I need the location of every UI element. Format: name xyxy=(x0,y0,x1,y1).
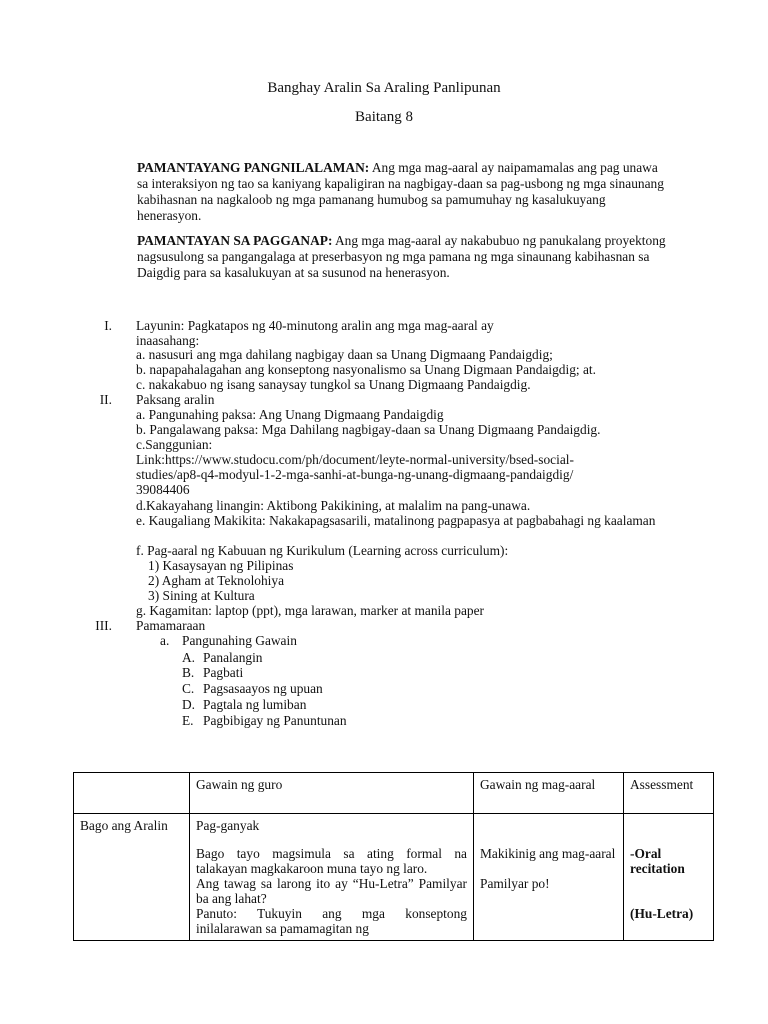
objective-b: b. napapahalagahan ang konseptong nasyonalismo sa Unang Digmaan Pandaigdig; at. xyxy=(136,362,597,377)
teacher-activity-text: Bago tayo magsimula sa ating formal na talakayan magkakaroon muna tayo ng laro. xyxy=(196,846,467,876)
reference-label: c.Sanggunian: xyxy=(136,437,213,452)
objective-a: a. nasusuri ang mga dahilang nagbigay daan sa Unang Digmaang Pandaigdig; xyxy=(136,347,553,362)
curriculum-item-1: 1) Kasaysayan ng Pilipinas xyxy=(148,558,294,573)
student-activity-cell xyxy=(474,814,624,941)
performance-standard xyxy=(137,233,667,281)
table-header-cell: Gawain ng mag-aaral xyxy=(474,773,624,814)
reference-link-2[interactable]: studies/ap8-q4-modyul-1-2-mga-sanhi-at-bunga-ng-unang-digmaang-pandaigdig/ xyxy=(136,467,574,482)
content-standard-text: Ang mga mag-aaral ay naipamamalas ang pag unawa sa interaksiyon ng tao sa kaniyang kapaligiran na nagbigay-daan sa pag-usbong ng mga sinaunang kabihasnan na nagkaloob ng mga pamanang humubog sa pamumuhay ng kasalukuyang henerasyon. xyxy=(137,160,664,223)
reference-link-3[interactable]: 39084406 xyxy=(136,482,190,497)
assessment-cell xyxy=(624,814,714,941)
procedure-sub-a-label: Pangunahing Gawain xyxy=(182,633,297,648)
table-header-cell: Assessment xyxy=(624,773,714,814)
table-row xyxy=(74,814,714,941)
activity-letter: B. xyxy=(182,665,195,680)
row-label: Bago ang Aralin xyxy=(74,814,190,941)
student-activity-text: Pamilyar po! xyxy=(480,876,550,891)
activity-item: Pagsasaayos ng upuan xyxy=(203,681,323,696)
lesson-plan-table xyxy=(73,772,714,941)
activity-item: Pagtala ng lumiban xyxy=(203,697,307,712)
teacher-activity-cell xyxy=(190,814,474,941)
table-header-cell: Gawain ng guro xyxy=(190,773,474,814)
materials: g. Kagamitan: laptop (ppt), mga larawan, marker at manila paper xyxy=(136,603,485,618)
reference-link-1[interactable]: Link:https://www.studocu.com/ph/document/leyte-normal-university/bsed-social- xyxy=(136,452,574,467)
activity-letter: E. xyxy=(182,713,194,728)
activity-letter: D. xyxy=(182,697,196,712)
subject-heading: Paksang aralin xyxy=(136,392,215,407)
section-numeral-2: II. xyxy=(99,392,112,407)
objective-intro: Layunin: Pagkatapos ng 40-minutong aralin ang mga mag-aaral ay xyxy=(136,318,494,333)
objective-c: c. nakakabuo ng isang sanaysay tungkol sa Unang Digmaang Pandaigdig. xyxy=(136,377,531,392)
main-topic: a. Pangunahing paksa: Ang Unang Digmaang Pandaigdig xyxy=(136,407,444,422)
page-title: Banghay Aralin Sa Araling Panlipunan xyxy=(267,80,501,96)
student-activity-text: Makikinig ang mag-aaral xyxy=(480,846,616,861)
section-numeral-3: III. xyxy=(95,618,112,633)
teacher-activity-text: Panuto: Tukuyin ang mga konseptong inilalarawan sa pamamagitan ng xyxy=(196,906,467,936)
activity-item: Pagbati xyxy=(203,665,244,680)
assessment-text: (Hu-Letra) xyxy=(630,906,694,921)
learning-across-curriculum: f. Pag-aaral ng Kabuuan ng Kurikulum (Learning across curriculum): xyxy=(136,543,509,558)
table-header-row xyxy=(74,773,714,814)
activity-letter: A. xyxy=(182,650,196,665)
table-header-cell xyxy=(74,773,190,814)
values-to-observe: e. Kaugaliang Makikita: Nakakapagsasarili, matalinong pagpapasya at pagbabahagi ng kaalaman xyxy=(136,513,656,528)
teacher-activity-title: Pag-ganyak xyxy=(196,818,260,833)
performance-standard-label: PAMANTAYAN SA PAGGANAP: xyxy=(137,233,333,248)
activity-letter: C. xyxy=(182,681,195,696)
activity-item: Panalangin xyxy=(203,650,263,665)
objective-intro-cont: inaasahang: xyxy=(136,333,200,348)
procedure-sub-a-letter: a. xyxy=(160,633,170,648)
teacher-activity-text: Ang tawag sa larong ito ay “Hu-Letra” Pamilyar ba ang lahat? xyxy=(196,876,467,906)
secondary-topic: b. Pangalawang paksa: Mga Dahilang nagbigay-daan sa Unang Digmaang Pandaigdig. xyxy=(136,422,601,437)
skill-to-develop: d.Kakayahang linangin: Aktibong Pakikining, at malalim na pang-unawa. xyxy=(136,498,531,513)
procedure-heading: Pamamaraan xyxy=(136,618,206,633)
performance-standard-text: Ang mga mag-aaral ay nakabubuo ng panukalang proyektong nagsusulong sa pangangalaga at preserbasyon ng mga pamana ng mga sinaunang kabihasnan sa Daigdig para sa kasalukuyan at sa susunod na henerasyon. xyxy=(137,233,666,280)
content-standard xyxy=(137,160,667,224)
assessment-text: -Oral recitation xyxy=(630,846,685,876)
content-standard-label: PAMANTAYANG PANGNILALAMAN: xyxy=(137,160,370,175)
grade-level: Baitang 8 xyxy=(355,109,413,125)
section-numeral-1: I. xyxy=(104,318,112,333)
activity-item: Pagbibigay ng Panuntunan xyxy=(203,713,347,728)
curriculum-item-3: 3) Sining at Kultura xyxy=(148,588,255,603)
curriculum-item-2: 2) Agham at Teknolohiya xyxy=(148,573,285,588)
